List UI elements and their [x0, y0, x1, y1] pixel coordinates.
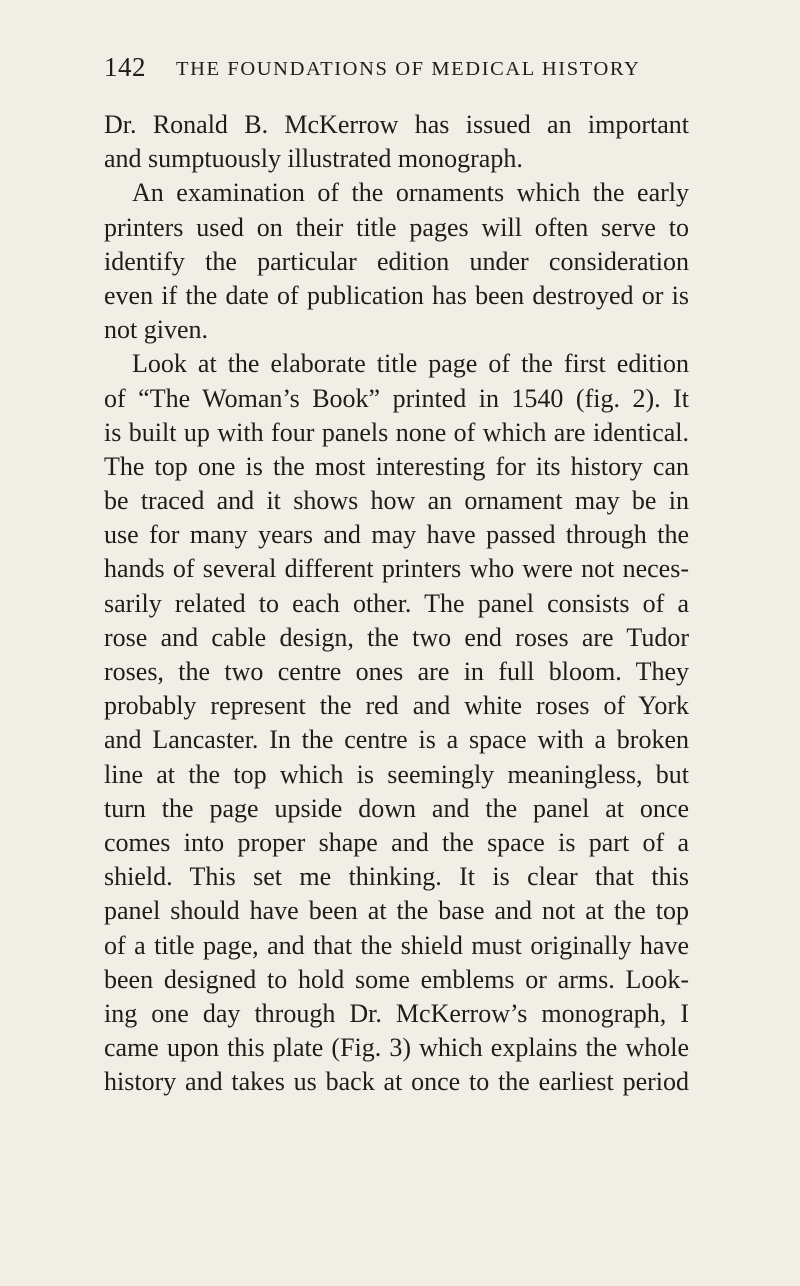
- text-line: printers used on their title pages will often serve to: [104, 212, 689, 242]
- text-line: turn the page upside down and the panel at once: [104, 793, 689, 823]
- text-line: is built up with four panels none of which are identical.: [104, 417, 689, 447]
- text-line: even if the date of publication has been destroyed or is: [104, 280, 689, 310]
- text-line: identify the particular edition under consideration: [104, 246, 689, 276]
- text-line: not given.: [104, 315, 208, 345]
- text-line: panel should have been at the base and not at the top: [104, 896, 689, 926]
- text-line: sarily related to each other. The panel consists of a: [104, 588, 689, 618]
- running-head: [104, 52, 694, 92]
- text-line: An examination of the ornaments which the early: [132, 178, 689, 208]
- text-line: of a title page, and that the shield must originally have: [104, 930, 689, 960]
- text-line: line at the top which is seemingly meaningless, but: [104, 759, 689, 789]
- text-line: be traced and it shows how an ornament may be in: [104, 486, 689, 516]
- page-number: 142: [104, 52, 146, 82]
- text-line: Look at the elaborate title page of the first edition: [132, 349, 689, 379]
- text-line: roses, the two centre ones are in full bloom. They: [104, 657, 689, 686]
- text-line: use for many years and may have passed through the: [104, 520, 689, 550]
- text-line: history and takes us back at once to the earliest period: [104, 1067, 689, 1097]
- text-line: comes into proper shape and the space is part of a: [104, 827, 689, 857]
- text-line: and sumptuously illustrated monograph.: [104, 144, 523, 174]
- text-line: hands of several different printers who were not neces-: [104, 554, 689, 584]
- text-line: came upon this plate (Fig. 3) which explains the whole: [104, 1033, 689, 1063]
- text-line: of “The Woman’s Book” printed in 1540 (fig. 2). It: [104, 383, 689, 413]
- text-line: probably represent the red and white roses of York: [104, 691, 689, 721]
- body-text: [104, 108, 689, 1099]
- running-title: THE FOUNDATIONS OF MEDICAL HISTORY: [176, 58, 641, 80]
- text-line: The top one is the most interesting for its history can: [104, 451, 689, 481]
- text-line: shield. This set me thinking. It is clear that this: [104, 862, 689, 892]
- text-line: and Lancaster. In the centre is a space with a broken: [104, 725, 689, 755]
- text-line: rose and cable design, the two end roses are Tudor: [104, 622, 689, 652]
- text-line: been designed to hold some emblems or arms. Look-: [104, 964, 689, 994]
- text-line: Dr. Ronald B. McKerrow has issued an important: [104, 110, 689, 139]
- text-line: ing one day through Dr. McKerrow’s monograph, I: [104, 998, 689, 1028]
